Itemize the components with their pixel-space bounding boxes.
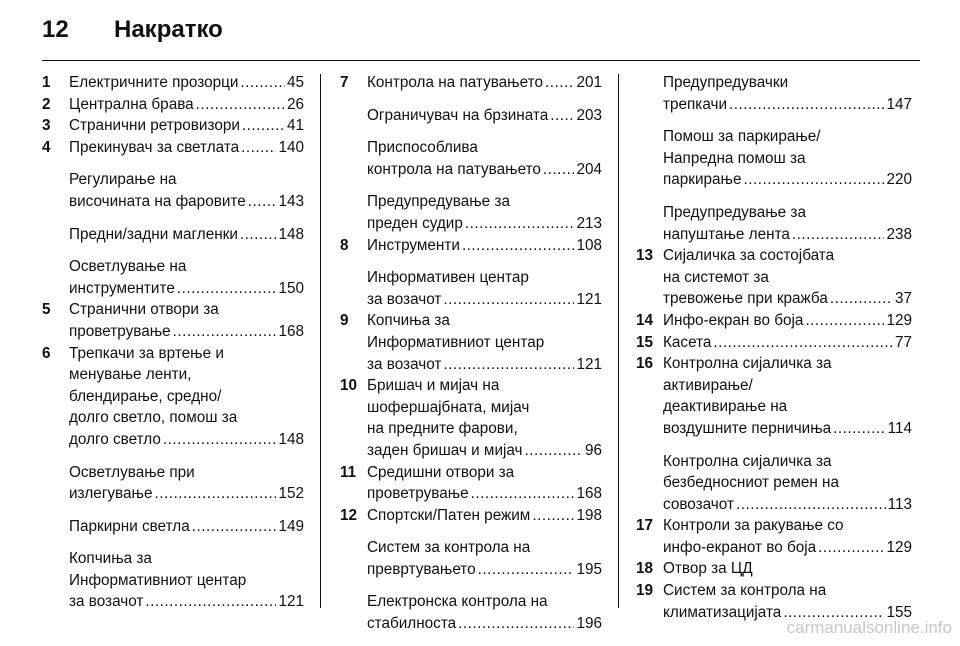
entry-text <box>663 72 912 115</box>
entry-title: паркирање <box>663 171 742 189</box>
entry-title: Централна брава <box>69 95 194 113</box>
dot-leader <box>471 483 575 505</box>
entry-text <box>367 591 602 634</box>
entry-text <box>367 137 602 180</box>
entry-leader-line <box>69 94 304 116</box>
entry-leader-line <box>367 613 602 635</box>
entry-leader-line <box>367 559 602 581</box>
dot-leader <box>241 137 276 159</box>
entry-title: заден бришач и мијач <box>367 441 523 459</box>
entry-line: Напредна помош за <box>663 149 806 167</box>
dot-leader <box>196 94 285 116</box>
dot-leader <box>818 537 884 559</box>
index-entry <box>340 591 602 634</box>
dot-leader <box>729 94 884 116</box>
entry-line: Контролна сијаличка за <box>663 452 832 470</box>
dot-leader <box>792 224 885 246</box>
entry-title: климатизацијата <box>663 603 782 621</box>
entry-line: Регулирање на <box>69 171 177 189</box>
index-entry <box>636 202 912 245</box>
page-reference[interactable]: 45 <box>286 74 304 91</box>
entry-title: височината на фаровите <box>69 192 246 210</box>
entry-leader-line <box>69 321 304 343</box>
page-reference[interactable]: 140 <box>278 138 304 156</box>
dot-leader <box>545 72 575 94</box>
entry-leader-line <box>663 494 912 516</box>
entry-number: 14 <box>636 311 654 329</box>
dot-leader <box>833 418 885 440</box>
entry-title: Контрола на патувањето <box>367 74 543 91</box>
dot-leader <box>173 321 277 343</box>
index-entry <box>340 137 602 180</box>
entry-text <box>367 267 602 310</box>
page-reference[interactable]: 143 <box>278 192 304 210</box>
entry-text <box>69 462 304 505</box>
entry-leader-line <box>367 159 602 181</box>
dot-leader <box>443 289 574 311</box>
entry-title: за возачот <box>69 593 144 611</box>
page-reference[interactable]: 121 <box>576 355 602 373</box>
entry-title: совозачот <box>663 495 734 513</box>
entry-leader-line <box>69 483 304 505</box>
dot-leader <box>154 483 276 505</box>
entry-leader-line <box>69 191 304 213</box>
entry-text <box>367 537 602 580</box>
entry-text <box>663 332 912 354</box>
page-reference[interactable]: 168 <box>576 485 602 503</box>
index-entry <box>340 267 602 310</box>
page-reference[interactable]: 213 <box>576 214 602 232</box>
dot-leader <box>192 516 277 538</box>
entry-number: 1 <box>42 74 51 91</box>
entry-text <box>69 548 304 613</box>
index-entry <box>636 580 912 623</box>
index-entry <box>42 299 304 342</box>
entry-leader-line <box>663 537 912 559</box>
entry-number: 9 <box>340 312 349 330</box>
index-entry <box>42 256 304 299</box>
entry-line: Контролна сијаличка за <box>663 355 832 373</box>
entry-text <box>367 235 602 257</box>
dot-leader <box>532 505 574 527</box>
column-divider <box>320 74 321 608</box>
entry-text <box>69 516 304 538</box>
index-entry <box>42 169 304 212</box>
entry-line: Систем за контрола на <box>663 582 827 600</box>
entry-text <box>663 451 912 516</box>
entry-number: 7 <box>340 74 349 91</box>
entry-text <box>367 72 602 94</box>
entry-leader-line <box>69 516 304 538</box>
entry-leader-line <box>69 278 304 300</box>
dot-leader <box>465 213 575 235</box>
index-entry <box>340 310 602 375</box>
entry-text <box>69 343 304 451</box>
entry-leader-line <box>69 72 304 94</box>
entry-title: инструментите <box>69 279 175 297</box>
index-entry <box>340 505 602 527</box>
index-entry <box>42 516 304 538</box>
entry-number: 16 <box>636 355 654 373</box>
entry-line: деактивирање на <box>663 398 788 416</box>
dot-leader <box>478 559 575 581</box>
page-reference[interactable]: 220 <box>886 171 912 189</box>
entry-number: 19 <box>636 582 654 600</box>
index-entry <box>42 548 304 613</box>
entry-line: Информативниот центар <box>367 333 545 351</box>
entry-leader-line <box>69 429 304 451</box>
entry-line: Контроли за ракување со <box>663 517 844 535</box>
entry-title: Предни/задни магленки <box>69 225 238 243</box>
entry-text <box>69 137 304 159</box>
page-reference[interactable]: 203 <box>576 106 602 124</box>
entry-text <box>367 310 602 375</box>
dot-leader <box>163 429 277 451</box>
page-reference[interactable]: 121 <box>278 593 304 611</box>
entry-line: шофершајбната, мијач <box>367 398 530 416</box>
entry-title: Паркирни светла <box>69 517 190 535</box>
entry-line: безбедносниот ремен на <box>663 474 840 492</box>
index-entry <box>636 310 912 332</box>
entry-leader-line <box>367 354 602 376</box>
index-entry <box>340 537 602 580</box>
entry-text <box>69 224 304 246</box>
entry-line: на системот за <box>663 268 769 286</box>
entry-text <box>69 115 304 137</box>
entry-leader-line <box>367 235 602 257</box>
page-reference[interactable]: 148 <box>278 430 304 448</box>
page-reference[interactable]: 114 <box>887 419 912 437</box>
entry-line: долго светло, помош за <box>69 409 238 427</box>
entry-text <box>367 191 602 234</box>
entry-text <box>663 202 912 245</box>
entry-title: контрола на патувањето <box>367 160 541 178</box>
entry-number: 12 <box>340 506 358 524</box>
index-entry <box>340 375 602 461</box>
entry-leader-line <box>663 94 912 116</box>
entry-leader-line <box>69 591 304 613</box>
index-entry <box>636 72 912 115</box>
entry-leader-line <box>663 169 912 191</box>
dot-leader <box>145 591 276 613</box>
index-entry <box>340 191 602 234</box>
header-rule <box>42 60 920 61</box>
entry-leader-line <box>69 137 304 159</box>
page-reference[interactable]: 148 <box>278 225 304 243</box>
entry-title: Инфо-екран во боја <box>663 311 804 329</box>
entry-text <box>663 126 912 191</box>
index-entry <box>636 558 912 580</box>
entry-title: Спортски/Патен режим <box>367 506 531 524</box>
index-entry <box>636 245 912 310</box>
entry-line: Странични отвори за <box>69 301 219 319</box>
entry-number: 3 <box>42 117 51 135</box>
page-reference[interactable]: 155 <box>886 603 912 621</box>
page-reference[interactable]: 238 <box>886 225 912 243</box>
page-reference[interactable]: 196 <box>576 615 602 633</box>
entry-title: за возачот <box>367 290 442 308</box>
entry-leader-line <box>69 224 304 246</box>
dot-leader <box>744 169 885 191</box>
dot-leader <box>736 494 886 516</box>
entry-line: Осветлување при <box>69 463 195 481</box>
entry-text <box>663 558 912 580</box>
entry-leader-line <box>367 213 602 235</box>
page-reference[interactable]: 195 <box>576 560 602 578</box>
dot-leader <box>550 105 574 127</box>
entry-title: за возачот <box>367 355 442 373</box>
dot-leader <box>242 115 285 137</box>
entry-title: Ограничувач на брзината <box>367 106 549 124</box>
page-reference[interactable]: 41 <box>286 117 304 135</box>
index-column-2 <box>340 72 602 646</box>
entry-number: 8 <box>340 236 349 254</box>
index-entry <box>42 343 304 451</box>
entry-text <box>69 299 304 342</box>
entry-title: воздушните перничиња <box>663 419 832 437</box>
dot-leader <box>462 235 575 257</box>
dot-leader <box>240 72 285 94</box>
entry-leader-line <box>663 418 912 440</box>
entry-text <box>367 375 602 461</box>
entry-number: 13 <box>636 247 654 265</box>
index-entry <box>340 105 602 127</box>
entry-line: Копчиња за <box>367 312 450 330</box>
entry-title: Странични ретровизори <box>69 117 240 135</box>
entry-text <box>663 353 912 439</box>
entry-text <box>663 515 912 558</box>
entry-title: тревожење при кражба <box>663 290 828 308</box>
entry-leader-line <box>367 105 602 127</box>
index-entry <box>42 462 304 505</box>
entry-title: долго светло <box>69 430 161 448</box>
entry-text <box>663 580 912 623</box>
entry-line: Приспособлива <box>367 139 478 157</box>
entry-line: на предните фарови, <box>367 420 518 438</box>
entry-title: трепкачи <box>663 95 728 113</box>
page-title: Накратко <box>114 16 223 43</box>
dot-leader <box>248 191 277 213</box>
page-number: 12 <box>42 16 69 43</box>
entry-text <box>663 310 912 332</box>
entry-leader-line <box>663 558 912 580</box>
entry-leader-line <box>367 289 602 311</box>
entry-text <box>367 462 602 505</box>
page-reference[interactable]: 129 <box>886 311 912 329</box>
entry-line: Предупредување за <box>663 203 806 221</box>
entry-title: Електричните прозорци <box>69 74 239 91</box>
entry-number: 6 <box>42 344 51 362</box>
watermark: carmanualsonline.info <box>786 618 952 637</box>
page-reference[interactable]: 113 <box>887 495 912 513</box>
dot-leader <box>525 440 583 462</box>
entry-line: Сијаличка за состојбата <box>663 247 835 265</box>
entry-title: проветрување <box>367 485 469 503</box>
entry-title: проветрување <box>69 322 171 340</box>
index-entry <box>340 235 602 257</box>
index-entry <box>42 137 304 159</box>
entry-number: 4 <box>42 138 51 156</box>
index-entry <box>340 462 602 505</box>
entry-leader-line <box>367 440 602 462</box>
dot-leader <box>805 310 884 332</box>
index-entry <box>636 353 912 439</box>
entry-text <box>69 94 304 116</box>
entry-title: инфо-екранот во боја <box>663 538 817 556</box>
entry-text <box>367 505 602 527</box>
page-reference[interactable]: 149 <box>278 517 304 535</box>
dot-leader <box>443 354 574 376</box>
page-reference[interactable]: 37 <box>894 290 912 308</box>
dot-leader <box>830 288 893 310</box>
entry-number: 18 <box>636 560 654 578</box>
entry-title: Инструменти <box>367 236 460 254</box>
index-entry <box>42 224 304 246</box>
entry-title: стабилноста <box>367 615 457 633</box>
entry-text <box>69 169 304 212</box>
entry-line: менување ленти, <box>69 366 192 384</box>
entry-text <box>367 105 602 127</box>
entry-leader-line <box>69 115 304 137</box>
entry-line: Електронска контрола на <box>367 593 548 611</box>
entry-leader-line <box>663 288 912 310</box>
entry-leader-line <box>367 72 602 94</box>
page-reference[interactable]: 150 <box>278 279 304 297</box>
page-reference[interactable]: 201 <box>576 74 602 91</box>
entry-leader-line <box>367 505 602 527</box>
page-reference[interactable]: 204 <box>576 160 602 178</box>
entry-line: блендирање, средно/ <box>69 387 222 405</box>
entry-number: 11 <box>340 463 357 481</box>
entry-leader-line <box>663 224 912 246</box>
entry-line: Бришач и мијач на <box>367 377 500 395</box>
entry-title: преден судир <box>367 214 463 232</box>
page-reference[interactable]: 26 <box>286 95 304 113</box>
entry-line: Предупредување за <box>367 193 510 211</box>
index-entry <box>42 72 304 94</box>
page-reference[interactable]: 108 <box>576 236 602 254</box>
entry-line: Предупредувачки <box>663 74 789 91</box>
entry-line: Средишни отвори за <box>367 463 515 481</box>
page-reference[interactable]: 77 <box>894 333 912 351</box>
page-header <box>42 16 223 52</box>
entry-title: Касета <box>663 333 712 351</box>
entry-line: Систем за контрола на <box>367 539 531 557</box>
entry-number: 10 <box>340 377 358 395</box>
entry-number: 2 <box>42 95 51 113</box>
dot-leader <box>543 159 575 181</box>
index-entry <box>636 515 912 558</box>
index-entry <box>42 115 304 137</box>
dot-leader <box>458 613 574 635</box>
entry-line: Помош за паркирање/ <box>663 128 821 146</box>
entry-line: Информативниот центар <box>69 571 247 589</box>
entry-title: напуштање лента <box>663 225 790 243</box>
entry-text <box>69 256 304 299</box>
page-reference[interactable]: 152 <box>278 485 304 503</box>
entry-title: превртувањето <box>367 560 476 578</box>
entry-title: Прекинувач за светлата <box>69 138 240 156</box>
entry-line: Информативен центар <box>367 269 529 287</box>
index-entry <box>636 332 912 354</box>
column-divider <box>618 74 619 608</box>
entry-line: Осветлување на <box>69 258 187 276</box>
index-column-1 <box>42 72 304 624</box>
page-reference[interactable]: 147 <box>886 95 912 113</box>
entry-text <box>663 245 912 310</box>
index-column-3 <box>636 72 912 623</box>
entry-leader-line <box>663 310 912 332</box>
page-reference[interactable]: 129 <box>886 538 912 556</box>
entry-leader-line <box>367 483 602 505</box>
index-entry <box>340 72 602 94</box>
page-reference[interactable]: 168 <box>278 322 304 340</box>
entry-line: Трепкачи за вртење и <box>69 344 224 362</box>
entry-leader-line <box>663 332 912 354</box>
entry-number: 5 <box>42 301 51 319</box>
page-reference[interactable]: 198 <box>576 506 602 524</box>
entry-title: Отвор за ЦД <box>663 560 753 578</box>
page-reference[interactable]: 96 <box>584 441 602 459</box>
index-entry <box>636 451 912 516</box>
entry-title: излегување <box>69 485 153 503</box>
entry-number: 17 <box>636 517 654 535</box>
entry-number: 15 <box>636 333 654 351</box>
entry-line: активирање/ <box>663 376 753 394</box>
index-entry <box>636 126 912 191</box>
dot-leader <box>177 278 277 300</box>
dot-leader <box>240 224 277 246</box>
dot-leader <box>713 332 893 354</box>
page-reference[interactable]: 121 <box>576 290 602 308</box>
index-entry <box>42 94 304 116</box>
entry-text <box>69 72 304 94</box>
entry-line: Копчиња за <box>69 550 152 568</box>
